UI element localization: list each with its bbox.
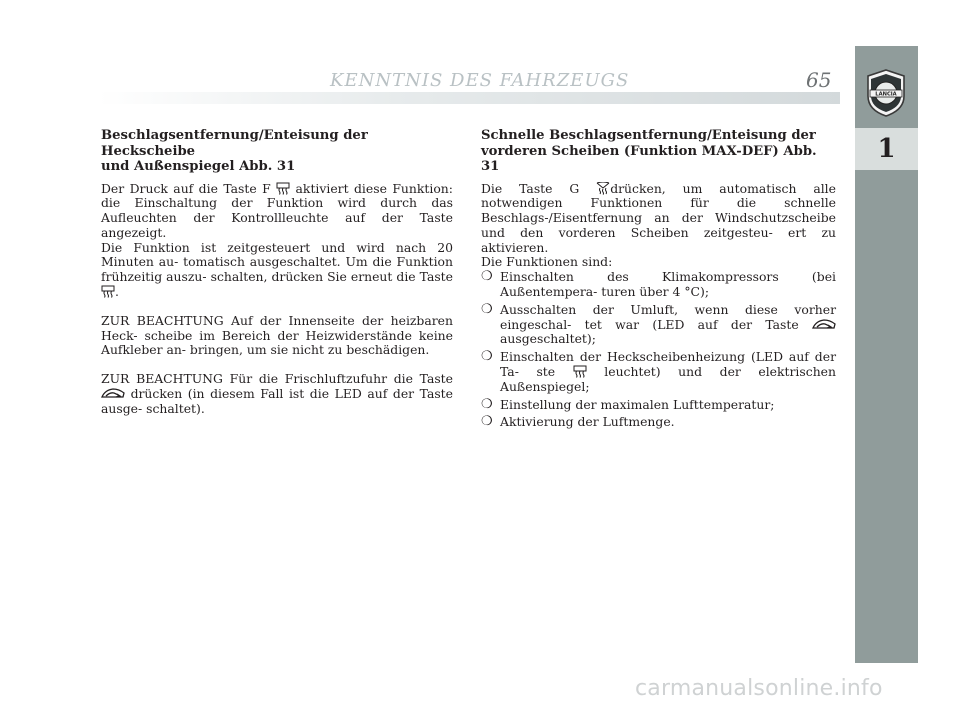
rear-defrost-icon bbox=[573, 365, 587, 378]
chapter-number: 1 bbox=[877, 134, 896, 164]
list-item: ❍ Einschalten der Heckscheibenheizung (LED auf der Ta- ste leuchtet) und der elektrischen Außenspiegel; bbox=[481, 349, 836, 394]
left-column bbox=[101, 128, 453, 417]
page-number: 65 bbox=[806, 68, 832, 92]
recirculation-car-icon bbox=[812, 318, 836, 331]
lancia-logo-icon bbox=[864, 68, 908, 118]
right-heading-line2: vorderen Scheiben (Funktion MAX-DEF) Abb. 31 bbox=[481, 143, 817, 174]
list-item: ❍ Aktivierung der Luftmenge. bbox=[481, 414, 675, 430]
fresh-air-car-icon bbox=[101, 387, 125, 400]
rear-defrost-icon bbox=[101, 285, 115, 298]
watermark-text: carmanualsonline.info bbox=[635, 676, 883, 701]
list-item: ❍ Ausschalten der Umluft, wenn diese vorher eingeschal- tet war (LED auf der Taste ausgeschaltet); bbox=[481, 301, 836, 347]
left-heading-line2: und Außenspiegel Abb. 31 bbox=[101, 159, 296, 174]
bullet-icon: ❍ bbox=[481, 396, 493, 412]
bullet-icon: ❍ bbox=[481, 414, 493, 430]
left-paragraph-2: Die Funktion ist zeitgesteuert und wird nach 20 Minuten au- tomatisch ausgeschaltet. Um die Funktion frühzeitig auszu- schalten, drücken Sie erneut die Taste . bbox=[101, 239, 453, 300]
left-note-2: ZUR BEACHTUNG Für die Frischluftzufuhr die Taste drücken (in diesem Fall ist die LED auf der Taste ausge- schaltet). bbox=[101, 371, 453, 416]
bullet-icon: ❍ bbox=[481, 349, 493, 365]
right-section-heading bbox=[481, 128, 836, 175]
list-item: ❍ Einstellung der maximalen Lufttemperatur; bbox=[481, 396, 775, 412]
list-item: ❍ Einschalten des Klimakompressors (bei Außentempera- turen über 4 °C); bbox=[481, 269, 836, 300]
left-heading-line1: Beschlagsentfernung/Enteisung der Heckscheibe bbox=[101, 128, 368, 159]
right-column bbox=[481, 128, 836, 433]
left-note-1: ZUR BEACHTUNG Auf der Innenseite der heizbaren Heck- scheibe im Bereich der Heizwiderstände keine Aufkleber an- bringen, um sie nicht zu beschädigen. bbox=[101, 312, 453, 358]
bullet-icon: ❍ bbox=[481, 269, 493, 285]
right-paragraph-2: Die Funktionen sind: bbox=[481, 254, 613, 270]
header-rule bbox=[98, 92, 840, 104]
bullet-icon: ❍ bbox=[481, 301, 493, 317]
left-paragraph-1: Der Druck auf die Taste F aktiviert diese Funktion: die Einschaltung der Funktion wird durch das Aufleuchten der Kontrollleuchte auf der Taste angezeigt. bbox=[101, 180, 453, 240]
right-paragraph-1: Die Taste G drücken, um automatisch alle notwendigen Funktionen für die schnelle Beschlags-/Eisentfernung an der Windschutzscheibe und den vorderen Scheiben zeitgesteu- ert zu aktivieren. bbox=[481, 180, 836, 255]
logo-text: LANCIA bbox=[875, 91, 897, 98]
max-def-icon bbox=[596, 182, 610, 195]
right-heading-line1: Schnelle Beschlagsentfernung/Enteisung der bbox=[481, 128, 816, 143]
left-section-heading bbox=[101, 128, 453, 175]
functions-list bbox=[481, 270, 836, 430]
rear-defrost-icon bbox=[276, 182, 290, 195]
page-header-title: KENNTNIS DES FAHRZEUGS bbox=[330, 70, 630, 91]
chapter-marker bbox=[855, 128, 918, 170]
